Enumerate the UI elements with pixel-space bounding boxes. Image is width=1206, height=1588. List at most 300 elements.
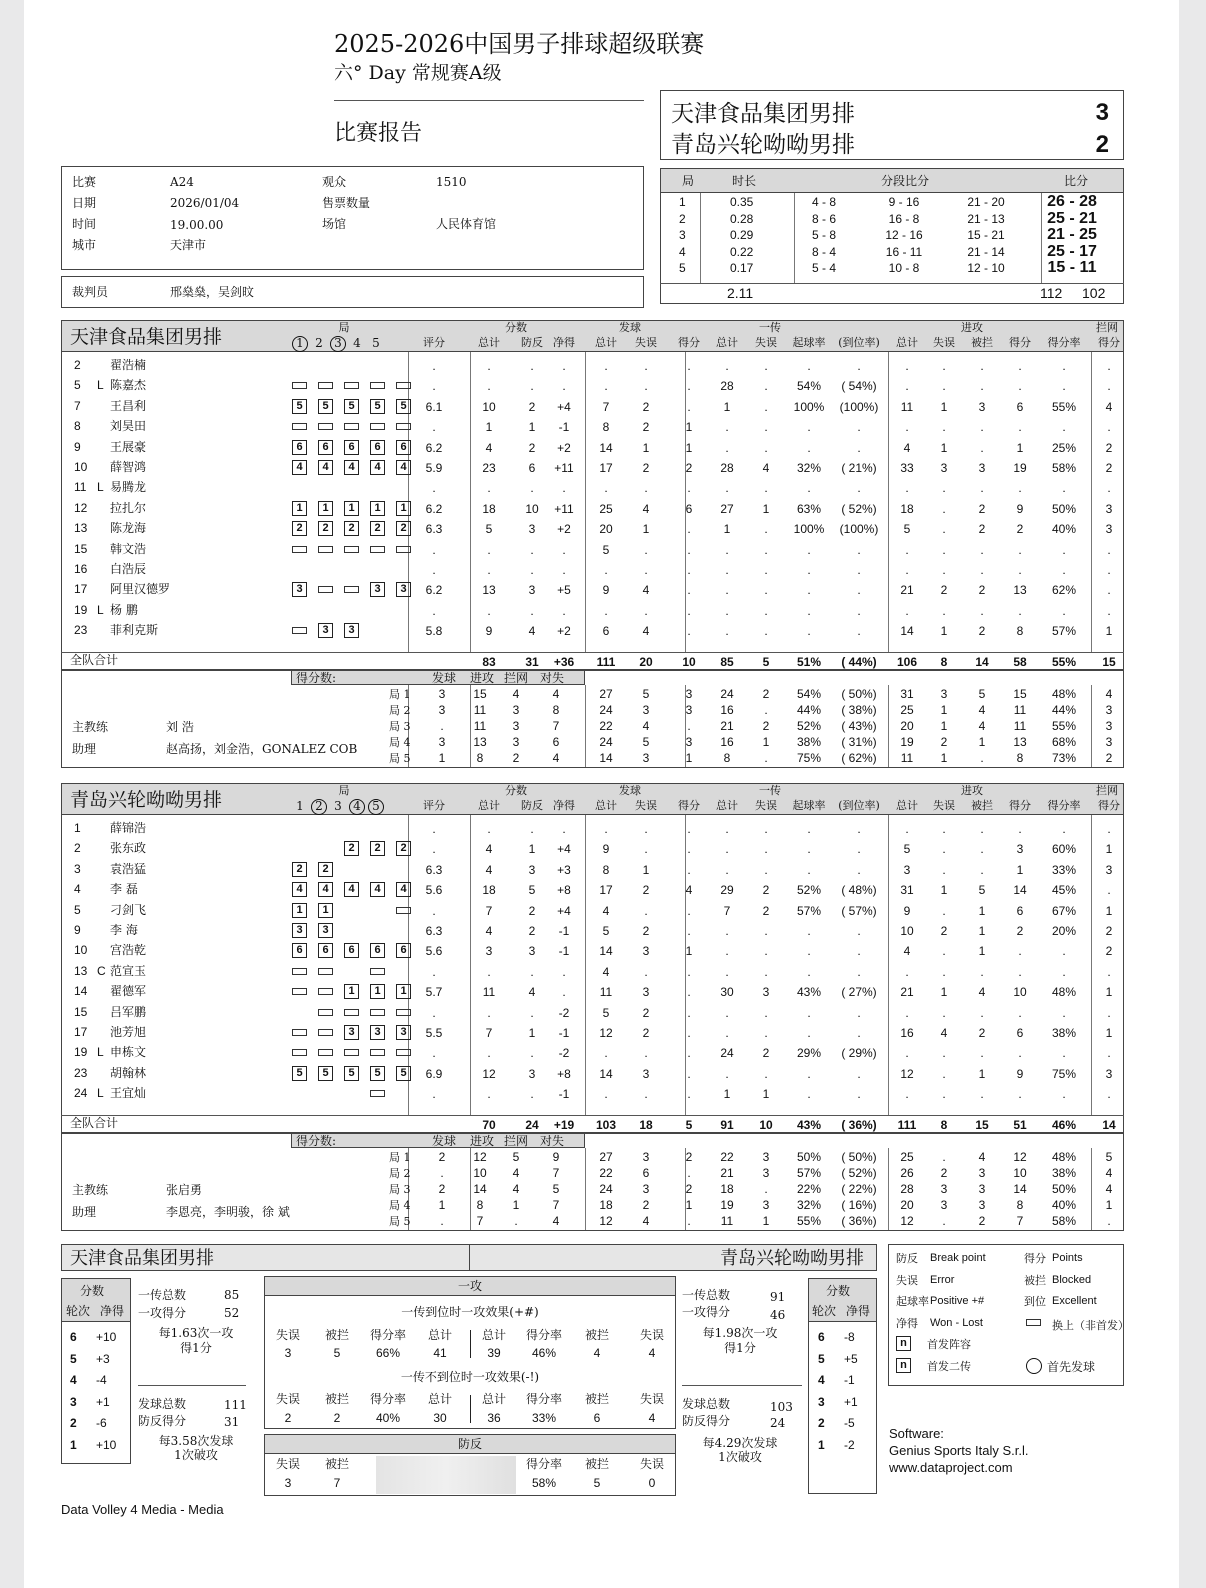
legend-key: 起球率 <box>896 1295 929 1308</box>
stat-cell: . <box>687 481 691 496</box>
starting-position: 5 <box>396 399 411 414</box>
stat-cell: . <box>487 563 491 577</box>
rotation-number: 5 <box>818 1351 825 1366</box>
stat-cell: 2 <box>528 440 536 455</box>
stat-cell: 21 <box>900 583 914 598</box>
stat-cell: . <box>604 563 608 577</box>
starting-position: 4 <box>318 460 333 475</box>
player-name: 陈嘉杰 <box>110 378 147 393</box>
rotation-a-h1: 分数 <box>80 1284 105 1298</box>
set-score: 26 - 28 <box>1047 193 1097 210</box>
stat-cell: 1 <box>528 420 536 435</box>
set-stat-cell: 3 <box>978 1166 986 1180</box>
a-fb-value: 52 <box>224 1306 240 1320</box>
col-err: 失误 <box>635 799 657 812</box>
stat-cell: . <box>942 481 946 496</box>
stat-cell: 2 <box>642 1005 650 1020</box>
starting-position: 4 <box>370 460 385 475</box>
set-number: 2 <box>679 211 686 226</box>
set-stat-cell: 3 <box>1105 719 1113 733</box>
col-net: 净得 <box>553 799 575 812</box>
set-stat-cell: 8 <box>476 751 484 765</box>
fa-cell: 4 <box>648 1411 656 1425</box>
stat-cell: 6.3 <box>425 862 443 877</box>
stat-cell: . <box>1107 883 1111 898</box>
total-cell: 85 <box>720 655 734 669</box>
starting-position: 5 <box>292 1066 307 1081</box>
stat-cell: 4 <box>903 944 911 959</box>
stat-cell: . <box>487 1046 491 1061</box>
report-subtitle: 六° Day 常规赛A级 <box>334 62 502 84</box>
stat-cell: . <box>764 964 768 979</box>
substitute-marker <box>318 988 333 995</box>
player-name: 拉扎尔 <box>110 500 147 515</box>
total-cell: 51% <box>796 655 822 669</box>
substitute-marker <box>344 546 359 553</box>
set-duration: 0.17 <box>730 261 754 275</box>
starting-position: 1 <box>292 501 307 516</box>
stat-cell: . <box>1018 944 1022 959</box>
set-stat-cell: 1 <box>685 1198 693 1212</box>
stat-cell: -1 <box>558 1087 570 1102</box>
starting-position: 6 <box>318 440 333 455</box>
substitute-marker <box>344 586 359 593</box>
player-number: 23 <box>74 623 88 638</box>
substitute-marker <box>396 423 411 430</box>
set-stat-cell: 55% <box>1051 719 1077 733</box>
points-col: 发球 <box>431 1134 457 1148</box>
stat-cell: 1 <box>642 440 650 455</box>
stat-cell: . <box>764 1005 768 1020</box>
set-stat-cell: 32% <box>796 1198 822 1212</box>
stat-cell: 14 <box>599 440 613 455</box>
starting-position: 3 <box>318 623 333 638</box>
starting-position: 4 <box>344 460 359 475</box>
stat-cell: 1 <box>940 399 948 414</box>
stat-cell: . <box>857 583 861 598</box>
player-name: 范宣玉 <box>110 963 147 978</box>
set-stat-cell: 3 <box>762 1150 770 1164</box>
stat-cell: 1 <box>1016 862 1024 877</box>
set-stat-cell: 7 <box>552 1166 560 1180</box>
total-label: 全队合计 <box>70 653 119 667</box>
stat-cell: . <box>562 542 566 557</box>
stat-cell: . <box>432 603 436 618</box>
stat-cell: 6 <box>602 624 610 639</box>
set-partial-3: 15 - 21 <box>967 228 1005 242</box>
stat-cell: . <box>432 359 436 373</box>
stat-cell: 48% <box>1051 985 1077 1000</box>
stat-cell: . <box>764 624 768 639</box>
b-fb-label: 一攻得分 <box>682 1305 731 1319</box>
stat-cell: 9 <box>1016 1066 1024 1081</box>
set-stat-cell: 14 <box>599 751 613 765</box>
set-stat-cell: 25 <box>900 703 914 717</box>
starting-position: 1 <box>318 903 333 918</box>
set-row-label: 局 4 <box>389 736 411 749</box>
set-stat-cell: . <box>514 1214 518 1228</box>
stat-cell: 2 <box>762 1046 770 1061</box>
set-partial-2: 10 - 8 <box>888 261 920 275</box>
set-stat-cell: 4 <box>1105 1182 1113 1196</box>
stat-cell: 6 <box>1016 1026 1024 1040</box>
starting-position: 4 <box>292 460 307 475</box>
stat-cell: . <box>1062 603 1066 618</box>
stat-cell: 4 <box>485 862 493 877</box>
set-score: 25 - 21 <box>1047 209 1097 227</box>
col-divider <box>585 685 586 767</box>
set-stat-cell: 11 <box>473 719 487 733</box>
starting-position: 5 <box>396 1066 411 1081</box>
stat-cell: +3 <box>557 862 571 877</box>
stat-cell: . <box>980 379 984 394</box>
player-name: 王宜灿 <box>110 1086 147 1101</box>
set-stat-cell: 8 <box>723 751 731 765</box>
set-stat-cell: . <box>1107 1214 1111 1228</box>
substitute-marker <box>396 907 411 914</box>
stat-cell: 5 <box>528 883 536 898</box>
legend-key: 净得 <box>896 1316 918 1330</box>
fa-header: 失误 <box>639 1328 665 1342</box>
first-serve-circle-icon <box>292 336 308 352</box>
stat-cell: 55% <box>1051 399 1077 414</box>
def-header: 失误 <box>275 1457 301 1471</box>
stat-cell: 21 <box>900 985 914 1000</box>
stat-cell: ( 48%) <box>841 883 877 898</box>
set-stat-cell: 22 <box>599 719 613 733</box>
stat-cell: . <box>562 379 566 394</box>
starting-setter-sample: n <box>896 1358 911 1373</box>
stat-cell: 8 <box>602 420 610 435</box>
stat-cell: . <box>530 603 534 618</box>
stat-cell: 2 <box>762 883 770 898</box>
stat-cell: 1 <box>723 522 731 537</box>
stat-cell: ( 29%) <box>841 1046 877 1061</box>
stat-cell: . <box>857 1066 861 1081</box>
stat-cell: 5 <box>602 924 610 938</box>
set-stat-cell: 11 <box>900 751 914 765</box>
substitute-marker <box>370 1090 385 1097</box>
a-fb-ratio: 每1.63次一攻 <box>158 1326 234 1340</box>
stat-cell: 4 <box>685 883 693 898</box>
col-bp: 防反 <box>521 336 543 349</box>
set-stat-cell: 7 <box>476 1214 484 1228</box>
set-stat-cell: 1 <box>978 735 986 749</box>
stat-cell: . <box>530 1005 534 1020</box>
fa-cell: 4 <box>593 1346 601 1360</box>
stat-cell: 18 <box>900 501 914 516</box>
points-col: 发球 <box>431 671 457 685</box>
first-serve-circle-icon <box>349 799 365 815</box>
set-stat-cell: 57% <box>796 1166 822 1180</box>
a-bp-label: 防反得分 <box>138 1414 187 1428</box>
set-index: 2 <box>315 799 323 813</box>
stat-cell: 9 <box>903 903 911 918</box>
total-label: 全队合计 <box>70 1116 119 1130</box>
set-stat-cell: 5 <box>512 1150 520 1164</box>
starting-position: 4 <box>318 882 333 897</box>
rotation-net: +10 <box>96 1330 117 1344</box>
fa-cell: 66% <box>375 1346 401 1360</box>
stat-cell: . <box>807 359 811 373</box>
player-name: 胡翰林 <box>110 1065 147 1080</box>
stat-cell: . <box>530 1046 534 1061</box>
stat-cell: . <box>432 1005 436 1020</box>
player-name: 李 磊 <box>110 882 138 897</box>
substitute-marker <box>396 1009 411 1016</box>
stat-cell: . <box>687 583 691 598</box>
player-role: L <box>97 1045 104 1060</box>
player-number: 8 <box>74 419 81 434</box>
set-stat-cell: 5 <box>642 687 650 701</box>
set-stat-cell: 25 <box>900 1150 914 1164</box>
rotation-net: -6 <box>96 1416 107 1430</box>
player-number: 1 <box>74 821 81 835</box>
starting-position: 5 <box>292 399 307 414</box>
set-stat-cell: 2 <box>978 1214 986 1228</box>
stat-cell: 11 <box>599 985 613 1000</box>
player-number: 5 <box>74 378 81 393</box>
set-stat-cell: 24 <box>720 687 734 701</box>
stat-cell: . <box>857 862 861 877</box>
stat-cell: . <box>1107 1087 1111 1102</box>
stat-cell: 3 <box>528 944 536 959</box>
fa-header: 被拦 <box>324 1392 350 1406</box>
stat-cell: 57% <box>1051 624 1077 639</box>
player-number: 19 <box>74 602 88 617</box>
a-fb-label: 一攻得分 <box>138 1306 187 1320</box>
player-name: 杨 鹏 <box>110 602 138 617</box>
stat-cell: 4 <box>485 842 493 857</box>
stat-cell: . <box>1107 542 1111 557</box>
stat-cell: . <box>980 563 984 577</box>
set-stat-cell: 2 <box>438 1150 446 1164</box>
stat-cell: . <box>604 481 608 496</box>
stat-cell: . <box>905 359 909 373</box>
player-number: 10 <box>74 460 88 474</box>
starting-position: 6 <box>292 943 307 958</box>
match-time: 19.00.00 <box>170 218 224 232</box>
set-stat-cell: ( 31%) <box>841 735 877 749</box>
stat-cell: . <box>942 420 946 435</box>
stat-cell: ( 21%) <box>841 461 877 475</box>
stat-cell: 2 <box>762 903 770 918</box>
set-index: 5 <box>372 336 380 350</box>
fa-header: 得分率 <box>525 1392 563 1406</box>
stat-cell: . <box>764 603 768 618</box>
fa-header: 得分率 <box>525 1328 563 1342</box>
total-cell: 15 <box>975 1118 989 1132</box>
set-stat-cell: ( 43%) <box>841 719 877 733</box>
set-stat-cell: 4 <box>512 1182 520 1196</box>
stat-cell: 2 <box>642 461 650 475</box>
venue-value: 人民体育馆 <box>436 217 497 231</box>
total-cell: 8 <box>940 1118 948 1132</box>
set-stat-cell: 1 <box>438 751 446 765</box>
stat-cell: . <box>807 862 811 877</box>
b-bp-label: 防反得分 <box>682 1414 731 1428</box>
col-rating: 评分 <box>423 336 445 349</box>
stat-cell: . <box>857 1005 861 1020</box>
fa-header: 被拦 <box>324 1328 350 1342</box>
rotation-number: 1 <box>70 1437 77 1452</box>
substitute-marker <box>370 1049 385 1056</box>
stat-cell: . <box>432 481 436 496</box>
stat-cell: . <box>942 563 946 577</box>
stat-cell: . <box>687 1066 691 1081</box>
rotation-net: -5 <box>844 1416 855 1430</box>
first-attack-sub2: 一传不到位时一攻效果(-!) <box>400 1370 540 1384</box>
stat-cell: . <box>725 440 729 455</box>
stat-cell: 3 <box>642 944 650 959</box>
stat-cell: . <box>687 1087 691 1102</box>
set-stat-cell: 3 <box>940 1182 948 1196</box>
total-cell: 15 <box>1102 655 1116 669</box>
set-stat-cell: 11 <box>1013 719 1027 733</box>
stat-cell: 19 <box>1013 461 1027 475</box>
sets-h-duration: 时长 <box>732 174 757 188</box>
stat-cell: +11 <box>554 501 574 516</box>
set-stat-cell: 1 <box>512 1198 520 1212</box>
stat-cell: . <box>644 1046 648 1061</box>
set-stat-cell: 2 <box>685 1150 693 1164</box>
stat-cell: . <box>687 924 691 938</box>
stat-cell: +8 <box>557 1066 571 1081</box>
stat-cell: . <box>687 522 691 537</box>
total-cell: 5 <box>762 655 770 669</box>
total-cell: 18 <box>639 1118 653 1132</box>
stat-cell: 1 <box>642 522 650 537</box>
stat-cell: 4 <box>978 985 986 1000</box>
stat-cell: . <box>1018 379 1022 394</box>
stat-cell: 1 <box>978 944 986 959</box>
stat-cell: 16 <box>900 1026 914 1040</box>
set-stat-cell: 3 <box>512 735 520 749</box>
stat-cell: . <box>604 379 608 394</box>
stat-cell: 5 <box>602 542 610 557</box>
coach-label: 主教练 <box>72 1183 109 1197</box>
set-stat-cell: 11 <box>720 1214 734 1228</box>
stat-cell: 2 <box>1016 924 1024 938</box>
scoreboard-team-b: 青岛兴轮呦呦男排 <box>671 132 855 158</box>
set-score: 15 - 11 <box>1047 259 1097 276</box>
player-number: 12 <box>74 500 88 515</box>
set-stat-cell: 3 <box>438 687 446 701</box>
total-cell: 70 <box>482 1118 496 1132</box>
stat-cell: 3 <box>528 862 536 877</box>
col-pct: 得分率 <box>1047 799 1081 812</box>
stat-cell: . <box>725 542 729 557</box>
set-stat-cell: 16 <box>720 735 734 749</box>
stat-cell: . <box>687 842 691 857</box>
stat-cell: . <box>562 481 566 496</box>
stat-cell: 1 <box>528 1026 536 1040</box>
stat-cell: . <box>1062 822 1066 836</box>
stat-cell: . <box>1107 379 1111 394</box>
set-stat-cell: 2 <box>438 1182 446 1196</box>
player-number: 9 <box>74 923 81 937</box>
set-stat-cell: 68% <box>1051 735 1077 749</box>
set-stat-cell: 3 <box>762 1166 770 1180</box>
stat-cell: . <box>980 440 984 455</box>
fa-cell: 33% <box>531 1411 557 1425</box>
sets-won-b: 2 <box>1095 131 1109 158</box>
substitute-marker <box>370 382 385 389</box>
stat-cell: 4 <box>642 583 650 598</box>
stat-cell: -2 <box>558 1046 570 1061</box>
stat-cell: 5.6 <box>425 944 443 959</box>
stat-cell: . <box>687 399 691 414</box>
stat-cell: 4 <box>485 924 493 938</box>
team-name: 青岛兴轮呦呦男排 <box>70 789 223 811</box>
set-stat-cell: 40% <box>1051 1198 1077 1212</box>
set-stat-cell: 14 <box>473 1182 487 1196</box>
fa-cell: 40% <box>375 1411 401 1425</box>
stat-cell: 6.2 <box>425 501 443 516</box>
stat-cell: . <box>857 1087 861 1102</box>
col-pct: 得分率 <box>1047 336 1081 349</box>
set-stat-cell: . <box>764 751 768 765</box>
a-srv-ratio2: 1次破攻 <box>174 1448 218 1462</box>
col-pts: 得分 <box>678 336 700 349</box>
stat-cell: . <box>857 542 861 557</box>
starting-position: 5 <box>370 1066 385 1081</box>
stat-cell: . <box>487 603 491 618</box>
stat-cell: . <box>807 420 811 435</box>
player-number: 19 <box>74 1045 88 1060</box>
col-divider <box>888 815 889 1115</box>
stat-cell: . <box>725 563 729 577</box>
stat-cell: +11 <box>554 461 574 475</box>
stat-cell: . <box>980 964 984 979</box>
stat-cell: 4 <box>602 903 610 918</box>
set-stat-cell: 3 <box>438 703 446 717</box>
starting-position: 6 <box>370 440 385 455</box>
def-cell: 3 <box>284 1476 292 1490</box>
team-name: 天津食品集团男排 <box>70 326 223 348</box>
stat-cell: 1 <box>940 624 948 639</box>
match-label: 比赛 <box>72 175 97 189</box>
stat-cell: 14 <box>599 944 613 959</box>
def-cell: 0 <box>648 1476 656 1490</box>
starting-position: 2 <box>370 521 385 536</box>
stat-cell: . <box>764 420 768 435</box>
stat-cell: 6 <box>685 501 693 516</box>
starting-position: 2 <box>318 521 333 536</box>
total-cell: 10 <box>759 1118 773 1132</box>
stat-cell: . <box>432 420 436 435</box>
stat-cell: . <box>562 822 566 836</box>
set-row-label: 局 3 <box>389 720 411 733</box>
stat-cell: 4 <box>642 501 650 516</box>
set-stat-cell: 4 <box>978 719 986 733</box>
set-partial-1: 8 - 4 <box>811 244 837 259</box>
stat-cell: . <box>764 481 768 496</box>
stat-cell: 2 <box>642 1026 650 1040</box>
match-code: A24 <box>170 175 194 189</box>
set-stat-cell: . <box>440 719 444 733</box>
set-stat-cell: 3 <box>978 1182 986 1196</box>
set-stat-cell: 3 <box>642 751 650 765</box>
set-stat-cell: . <box>942 1150 946 1164</box>
stat-cell: 100% <box>793 522 825 537</box>
stat-cell: . <box>905 964 909 979</box>
stat-cell: . <box>562 563 566 577</box>
coach-label: 主教练 <box>72 720 109 734</box>
set-stat-cell: . <box>764 1182 768 1196</box>
stat-cell: . <box>530 379 534 394</box>
starting-lineup-sample: n <box>896 1336 911 1351</box>
